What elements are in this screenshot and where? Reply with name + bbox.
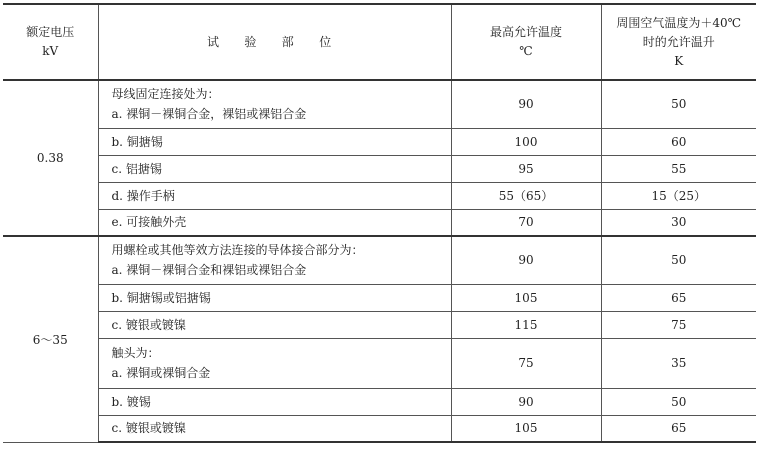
- table-row: [3, 311, 756, 338]
- test-part-cell: [98, 338, 451, 388]
- max-temp-cell: 105: [451, 415, 601, 442]
- max-temp-cell: 75: [451, 338, 601, 388]
- rated-voltage-cell: 0.38: [3, 80, 98, 236]
- header-temp-rise-line1: 周围空气温度为＋40℃: [616, 15, 742, 30]
- test-part-cell: [98, 236, 451, 284]
- temp-rise-cell: 50: [601, 80, 756, 128]
- test-part-cell: [98, 182, 451, 209]
- header-max-temp-line1: 最高允许温度: [489, 25, 562, 39]
- test-part-line: a. 裸铜－裸铜合金，裸铝或裸铝合金: [111, 107, 307, 122]
- max-temp-cell: 115: [451, 311, 601, 338]
- table-row: [3, 182, 756, 209]
- table-row: [3, 128, 756, 155]
- header-row: [3, 4, 756, 80]
- test-part-line: b. 铜搪锡或铝搪锡: [111, 290, 211, 305]
- temp-rise-cell: 65: [601, 284, 756, 311]
- max-temp-cell: 90: [451, 388, 601, 415]
- temp-rise-cell: 75: [601, 311, 756, 338]
- max-temp-cell: 100: [451, 128, 601, 155]
- test-part-line: 母线固定连接处为：: [111, 87, 220, 102]
- test-part-cell: [98, 128, 451, 155]
- test-part-line: d. 操作手柄: [111, 188, 175, 203]
- temp-rise-cell: 15（25）: [601, 182, 756, 209]
- test-part-line: a. 裸铜或裸铜合金: [111, 366, 211, 380]
- table-row: [3, 415, 756, 442]
- test-part-line: b. 铜搪锡: [111, 134, 163, 149]
- temperature-limits-table: [3, 3, 756, 443]
- test-part-line: 用螺栓或其他等效方法连接的导体接合部分为：: [111, 243, 364, 258]
- max-temp-cell: 105: [451, 284, 601, 311]
- header-rated-voltage: [3, 4, 98, 80]
- test-part-line: c. 铝搪锡: [111, 161, 162, 176]
- table-row: [3, 80, 756, 128]
- test-part-cell: [98, 209, 451, 236]
- test-part-line: a. 裸铜－裸铜合金和裸铝或裸铝合金: [111, 263, 307, 278]
- test-part-cell: [98, 388, 451, 415]
- header-rated-voltage-unit: kV: [42, 44, 59, 58]
- header-temp-rise-line2: 时的允许温升: [642, 34, 715, 49]
- table-row: [3, 338, 756, 388]
- temp-rise-cell: 30: [601, 209, 756, 236]
- test-part-line: c. 镀银或镀镍: [111, 421, 186, 436]
- test-part-line: e. 可接触外壳: [111, 215, 187, 230]
- header-temp-rise: [601, 4, 756, 80]
- max-temp-cell: 90: [451, 236, 601, 284]
- test-part-line: c. 镀银或镀镍: [111, 317, 186, 332]
- table-row: [3, 284, 756, 311]
- test-part-line: b. 镀锡: [111, 394, 151, 409]
- temp-rise-cell: 35: [601, 338, 756, 388]
- header-max-temp-unit: ℃: [519, 44, 533, 58]
- temp-rise-cell: 50: [601, 236, 756, 284]
- test-part-cell: [98, 80, 451, 128]
- temp-rise-cell: 65: [601, 415, 756, 442]
- header-test-part-label: 试 验 部 位: [206, 34, 343, 49]
- test-part-cell: [98, 415, 451, 442]
- table-row: [3, 155, 756, 182]
- test-part-cell: [98, 284, 451, 311]
- temp-rise-cell: 55: [601, 155, 756, 182]
- temp-rise-cell: 50: [601, 388, 756, 415]
- header-rated-voltage-line1: 额定电压: [26, 25, 75, 39]
- max-temp-cell: 90: [451, 80, 601, 128]
- table-row: [3, 209, 756, 236]
- max-temp-cell: 95: [451, 155, 601, 182]
- max-temp-cell: 55（65）: [451, 182, 601, 209]
- test-part-line: 触头为：: [111, 346, 160, 360]
- rated-voltage-cell: 6～35: [3, 236, 98, 442]
- test-part-cell: [98, 311, 451, 338]
- header-test-part: [98, 4, 451, 80]
- table-row: [3, 388, 756, 415]
- header-max-temp: [451, 4, 601, 80]
- max-temp-cell: 70: [451, 209, 601, 236]
- temp-rise-cell: 60: [601, 128, 756, 155]
- header-temp-rise-unit: K: [674, 53, 684, 68]
- table-body: [3, 80, 756, 442]
- table-row: [3, 236, 756, 284]
- test-part-cell: [98, 155, 451, 182]
